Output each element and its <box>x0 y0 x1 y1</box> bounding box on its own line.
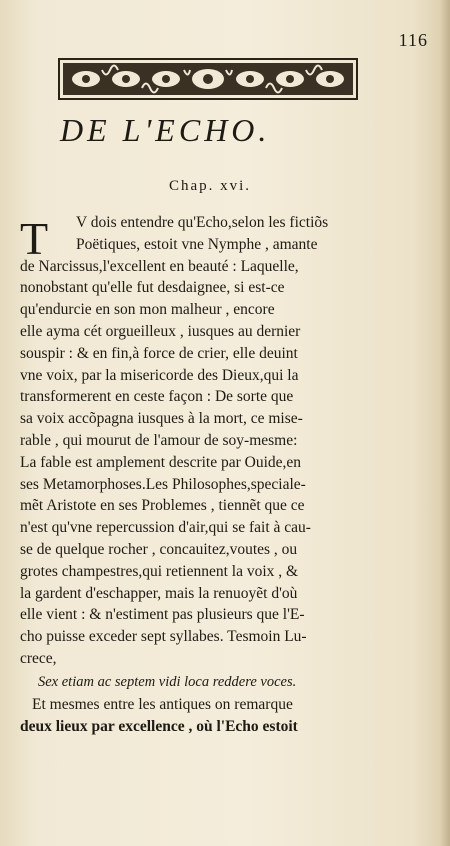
chapter-number: Chap. xvi. <box>168 178 252 194</box>
text-line: de Narcissus,l'excellent en beauté : Laquelle, <box>20 257 299 275</box>
text-line: elle vient : & n'estiment pas plusieurs que l'E- <box>20 606 305 624</box>
text-line: la gardent d'eschapper, mais la renuoyẽt d'où <box>20 584 298 602</box>
text-line: ses Metamorphoses.Les Philosophes,speciale- <box>20 475 306 493</box>
chapter-heading: DE L'ECHO. <box>60 112 271 148</box>
text-line: se de quelque rocher , concauitez,voutes , ou <box>20 540 298 558</box>
text-line: qu'endurcie en son mon malheur , encore <box>20 301 275 319</box>
page-edge-shadow <box>440 0 450 846</box>
body-text <box>20 212 372 737</box>
text-line: La fable est amplement descrite par Ouide,en <box>20 453 302 471</box>
text-line: nonobstant qu'elle fut desdaignee, si est-ce <box>20 279 285 297</box>
text-line: rable , qui mourut de l'amour de soy-mesme: <box>20 431 298 449</box>
text-line: elle ayma cét orgueilleux , iusques au dernier <box>20 322 301 340</box>
text-line: V dois entendre qu'Echo,selon les fictiõs <box>76 214 329 231</box>
text-line: vne voix, par la misericorde des Dieux,qui la <box>20 366 299 384</box>
decorative-headpiece <box>58 58 358 100</box>
text-line: transformerent en ceste façon : De sorte que <box>20 388 294 406</box>
text-line: souspir : & en fin,à force de crier, elle deuint <box>20 344 298 362</box>
latin-quotation: Sex etiam ac septem vidi loca reddere voces. <box>38 673 297 690</box>
text-line: Et mesmes entre les antiques on remarque <box>32 695 293 713</box>
text-line: Poëtiques, estoit vne Nymphe , amante <box>76 235 318 253</box>
page-number: 116 <box>398 30 428 50</box>
text-line: crece, <box>20 649 57 667</box>
drop-cap: T <box>20 213 49 264</box>
text-line: deux lieux par excellence , où l'Echo estoit <box>20 717 298 735</box>
text-line: sa voix accõpagna iusques à la mort, ce mise- <box>20 410 303 428</box>
text-line: grotes champestres,qui retiennent la voix , & <box>20 562 299 580</box>
text-line: n'est qu'vne repercussion d'air,qui se fait à cau- <box>20 519 311 537</box>
text-line: mẽt Aristote en ses Problemes , tiennẽt que ce <box>20 497 305 515</box>
text-line: cho puisse exceder sept syllabes. Tesmoin Lu- <box>20 628 307 646</box>
